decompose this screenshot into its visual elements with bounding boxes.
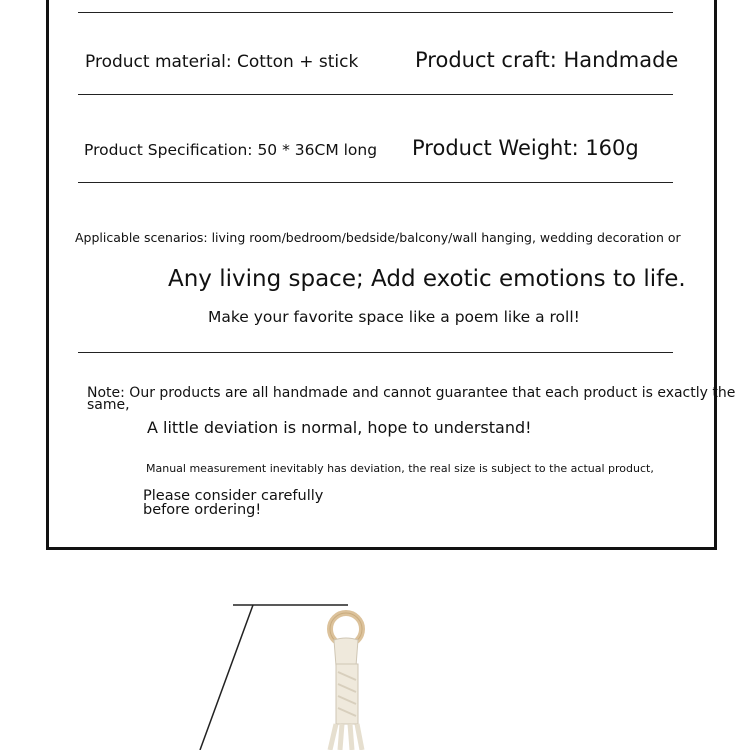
product-material: Product material: Cotton + stick [85, 52, 359, 72]
rope-icon [330, 638, 362, 750]
consider-note: Please consider carefully before ordering! [143, 488, 324, 518]
exotic-tagline: Any living space; Add exotic emotions to life. [168, 266, 686, 292]
deviation-note: A little deviation is normal, hope to understand! [147, 418, 532, 437]
divider [78, 182, 673, 183]
measurement-note: Manual measurement inevitably has deviation, the real size is subject to the actual product, [146, 462, 654, 475]
divider [78, 12, 673, 13]
applicable-scenarios: Applicable scenarios: living room/bedroom/bedside/balcony/wall hanging, wedding decoration or [75, 230, 681, 245]
handmade-note: Note: Our products are all handmade and cannot guarantee that each product is exactly the same, [87, 385, 736, 413]
product-craft: Product craft: Handmade [415, 48, 679, 72]
poem-tagline: Make your favorite space like a poem like a roll! [208, 308, 580, 326]
macrame-hanger-image [0, 556, 750, 750]
dimension-line-icon [200, 605, 348, 750]
divider [78, 94, 673, 95]
divider [78, 352, 673, 353]
product-specification: Product Specification: 50 * 36CM long [84, 141, 378, 159]
product-weight: Product Weight: 160g [412, 136, 639, 160]
